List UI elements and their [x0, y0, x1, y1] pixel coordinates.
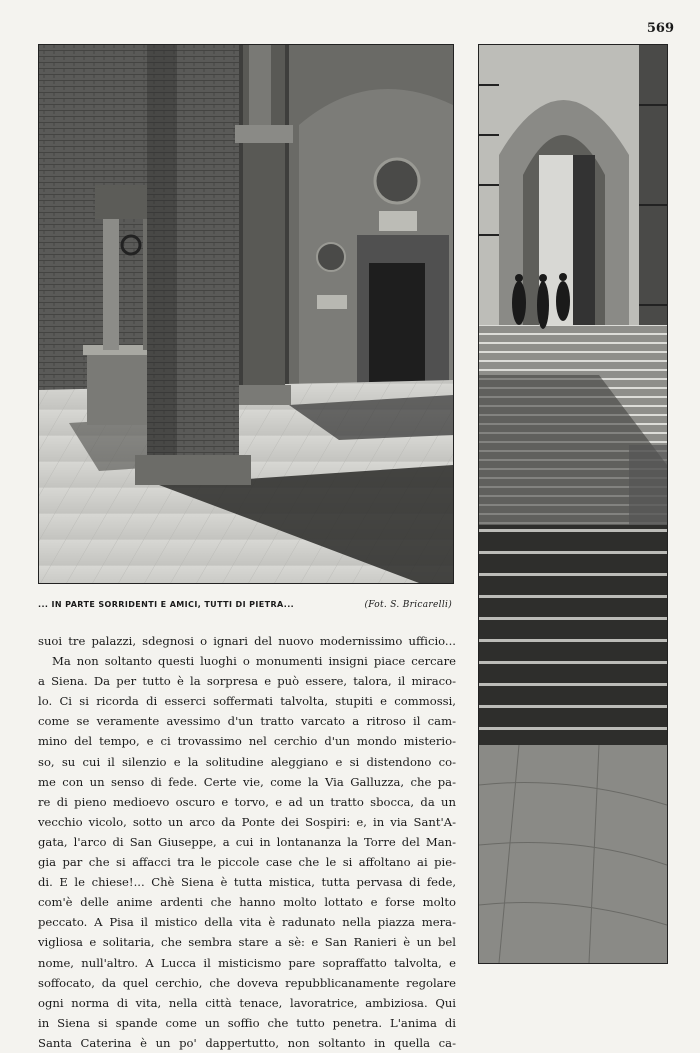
text-line: gia par che si affacci tra le piccole case che le si affoltano ai pie- [38, 855, 456, 870]
arcade-well-courtyard-photo [38, 44, 454, 584]
text-line: nome, null'altro. A Lucca il misticismo pare sopraffatto talvolta, e [38, 955, 456, 970]
photo-caption [38, 600, 452, 610]
text-line: com'è delle anime ardenti che hanno molto lottato e forse molto [38, 895, 456, 910]
text-line: suoi tre palazzi, sdegnosi o ignari del nuovo modernissimo ufficio... [38, 634, 456, 648]
text-line: peccato. A Pisa il mistico della vita è radunato nella piazza mera- [38, 915, 456, 930]
text-line: mino del tempo, e ci trovassimo nel cerchio d'un mondo misterio- [38, 734, 456, 749]
text-line: in Siena si spande come un soffio che tutto penetra. L'anima di [38, 1015, 456, 1030]
caption-text: ... IN PARTE SORRIDENTI E AMICI, TUTTI DI PIETRA... [38, 600, 295, 609]
page-number: 569 [646, 21, 674, 36]
text-line: soffocato, da quel cerchio, che doveva repubblicanamente regolare [38, 975, 456, 990]
text-line: Santa Caterina è un po' dappertutto, non soltanto in quella ca- [38, 1035, 456, 1050]
text-line: me con un senso di fede. Certe vie, come la Via Galluzza, che pa- [38, 774, 456, 789]
text-line: a Siena. Da per tutto è la sorpresa e può essere, talora, il miraco- [38, 674, 456, 689]
text-line: come se veramente avessimo d'un tratto varcato a ritroso il cam- [38, 714, 456, 729]
article-body [38, 631, 456, 1053]
text-line: lo. Ci si ricorda di esserci soffermati talvolta, stupiti e commossi, [38, 694, 456, 709]
text-line: re di pieno medioevo oscuro e torvo, e ad un tratto sbocca, da un [38, 794, 456, 809]
text-line: vigliosa e solitaria, che sembra stare a sè: e San Ranieri è un bel [38, 935, 456, 950]
text-line: Ma non soltanto questi luoghi o monumenti insigni piace cercare [52, 654, 456, 669]
text-line: gata, l'arco di San Giuseppe, a cui in lontananza la Torre del Man- [38, 834, 456, 849]
text-line: so, su cui il silenzio e la solitudine aleggiano e si distendono co- [38, 754, 456, 769]
cathedral-staircase-photo [478, 44, 668, 964]
text-line: ogni norma di vita, nella città tenace, lavoratrice, ambiziosa. Qui [38, 995, 456, 1010]
text-line: di. E le chiese!... Chè Siena è tutta mistica, tutta pervasa di fede, [38, 875, 456, 890]
photo-credit: (Fot. S. Bricarelli) [364, 600, 452, 610]
text-line: vecchio vicolo, sotto un arco da Ponte dei Sospiri: e, in via Sant'A- [38, 814, 456, 829]
